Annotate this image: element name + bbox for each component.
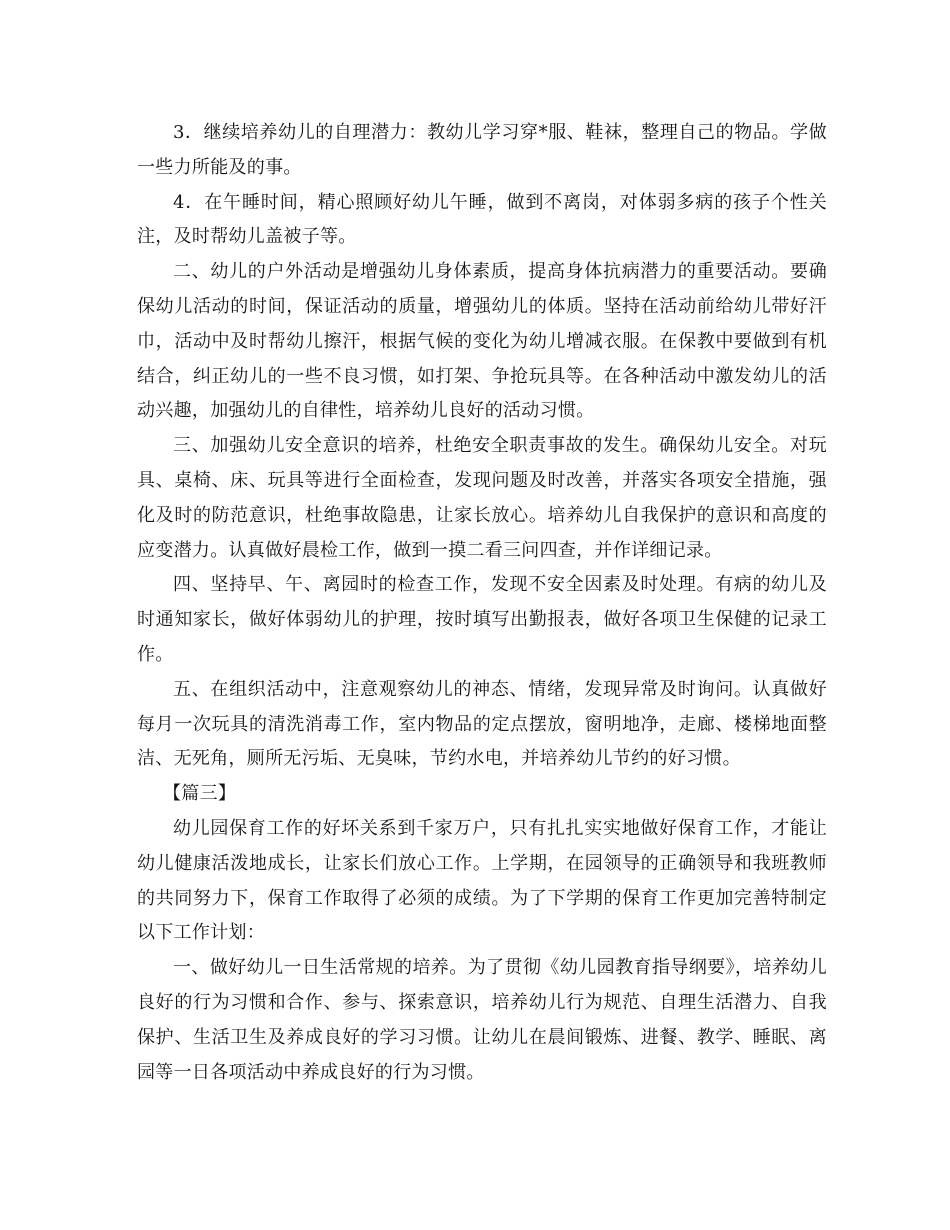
paragraph-outdoor-activities: 二、幼儿的户外活动是增强幼儿身体素质，提高身体抗病潜力的重要活动。要确保幼儿活动的时间，保证活动的质量，增强幼儿的体质。坚持在活动前给幼儿带好汗巾，活动中及时帮幼儿擦汗，根据气候的变化为幼儿增减衣服。在保教中要做到有机结合，纠正幼儿的一些不良习惯，如打架、争抢玩具等。在各种活动中激发幼儿的活动兴趣，加强幼儿的自律性，培养幼儿良好的活动习惯。 (137, 261, 827, 422)
paragraph-nap-time: 4．在午睡时间，精心照顾好幼儿午睡，做到不离岗，对体弱多病的孩子个性关注，及时帮幼儿盖被子等。 (137, 191, 827, 248)
section-heading-part-three: 【篇三】 (163, 783, 237, 805)
paragraph-inspection-work: 四、坚持早、午、离园时的检查工作，发现不安全因素及时处理。有病的幼儿及时通知家长，做好体弱幼儿的护理，按时填写出勤报表，做好各项卫生保健的记录工作。 (137, 574, 827, 665)
document-body (137, 116, 827, 1090)
paragraph-self-care: 3．继续培养幼儿的自理潜力：教幼儿学习穿*服、鞋袜，整理自己的物品。学做一些力所能及的事。 (137, 122, 827, 178)
paragraph-part-three-intro: 幼儿园保育工作的好坏关系到千家万户，只有扎扎实实地做好保育工作，才能让幼儿健康活泼地成长，让家长们放心工作。上学期，在园领导的正确领导和我班教师的共同努力下，保育工作取得了必须的成绩。为了下学期的保育工作更加完善特制定以下工作计划： (137, 817, 827, 944)
paragraph-safety-awareness: 三、加强幼儿安全意识的培养，杜绝安全职责事故的发生。确保幼儿安全。对玩具、桌椅、床、玩具等进行全面检查，发现问题及时改善，并落实各项安全措施，强化及时的防范意识，杜绝事故隐患，让家长放心。培养幼儿自我保护的意识和高度的应变潜力。认真做好晨检工作，做到一摸二看三问四查，并作详细记录。 (137, 435, 827, 561)
paragraph-daily-routine: 一、做好幼儿一日生活常规的培养。为了贯彻《幼儿园教育指导纲要》，培养幼儿良好的行为习惯和合作、参与、探索意识，培养幼儿行为规范、自理生活潜力、自我保护、生活卫生及养成良好的学习习惯。让幼儿在晨间锻炼、进餐、教学、睡眠、离园等一日各项活动中养成良好的行为习惯。 (137, 957, 827, 1083)
paragraph-observation-hygiene: 五、在组织活动中，注意观察幼儿的神态、情绪，发现异常及时询问。认真做好每月一次玩具的清洗消毒工作，室内物品的定点摆放，窗明地净，走廊、楼梯地面整洁、无死角，厕所无污垢、无臭味，节约水电，并培养幼儿节约的好习惯。 (137, 678, 827, 770)
